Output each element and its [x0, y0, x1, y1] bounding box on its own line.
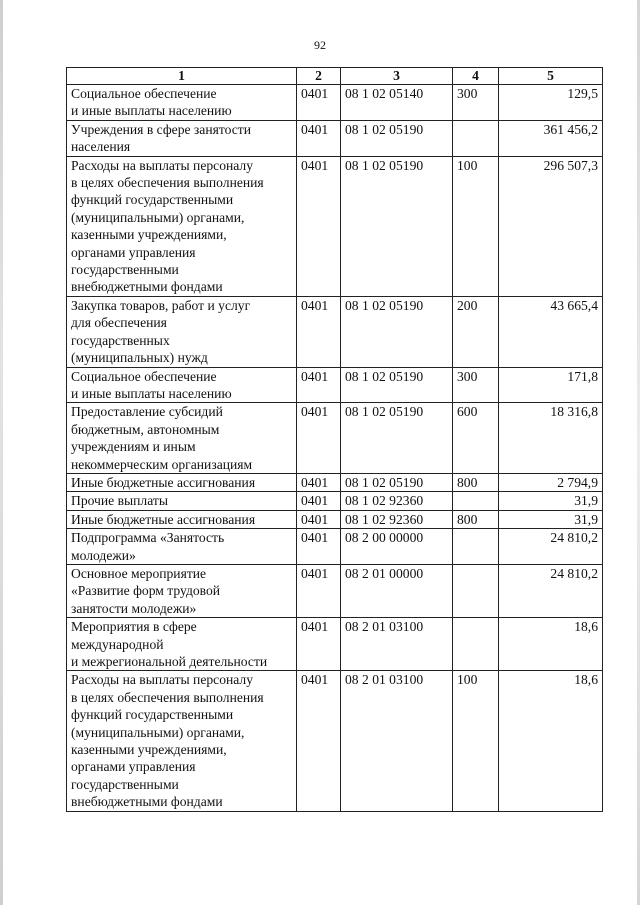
- row-expense-type: 200: [453, 296, 499, 367]
- row-name: Основное мероприятие «Развитие форм трудовой занятости молодежи»: [67, 564, 297, 617]
- row-amount: 129,5: [499, 85, 603, 121]
- row-amount: 361 456,2: [499, 120, 603, 156]
- row-expense-type: 800: [453, 510, 499, 528]
- row-target-code: 08 2 01 03100: [341, 671, 453, 811]
- row-expense-type: 800: [453, 473, 499, 491]
- row-target-code: 08 2 01 00000: [341, 564, 453, 617]
- header-col-2: 2: [297, 68, 341, 85]
- row-expense-type: 300: [453, 85, 499, 121]
- row-amount: 18 316,8: [499, 403, 603, 474]
- table-row: [67, 671, 603, 811]
- row-target-code: 08 1 02 05190: [341, 156, 453, 296]
- row-amount: 171,8: [499, 367, 603, 403]
- row-name: Социальное обеспечение и иные выплаты населению: [67, 367, 297, 403]
- table-row: [67, 618, 603, 671]
- row-name: Закупка товаров, работ и услуг для обеспечения государственных (муниципальных) нужд: [67, 296, 297, 367]
- row-section-code: 0401: [297, 564, 341, 617]
- row-section-code: 0401: [297, 618, 341, 671]
- table-row: [67, 120, 603, 156]
- scan-edge-left: [0, 0, 3, 905]
- row-section-code: 0401: [297, 510, 341, 528]
- table-row: [67, 510, 603, 528]
- header-col-3: 3: [341, 68, 453, 85]
- row-expense-type: [453, 618, 499, 671]
- row-name: Социальное обеспечение и иные выплаты населению: [67, 85, 297, 121]
- row-target-code: 08 1 02 05190: [341, 473, 453, 491]
- row-target-code: 08 1 02 05190: [341, 403, 453, 474]
- table-row: [67, 85, 603, 121]
- header-col-4: 4: [453, 68, 499, 85]
- row-target-code: 08 1 02 05190: [341, 120, 453, 156]
- row-expense-type: [453, 564, 499, 617]
- row-section-code: 0401: [297, 492, 341, 510]
- budget-table: [66, 67, 603, 812]
- row-amount: 24 810,2: [499, 564, 603, 617]
- table-header-row: [67, 68, 603, 85]
- row-expense-type: [453, 492, 499, 510]
- row-section-code: 0401: [297, 671, 341, 811]
- row-name: Предоставление субсидий бюджетным, автономным учреждениям и иным некоммерческим организациям: [67, 403, 297, 474]
- table-row: [67, 473, 603, 491]
- row-target-code: 08 1 02 92360: [341, 510, 453, 528]
- row-section-code: 0401: [297, 156, 341, 296]
- row-name: Подпрограмма «Занятость молодежи»: [67, 529, 297, 565]
- table-row: [67, 296, 603, 367]
- table-row: [67, 403, 603, 474]
- row-target-code: 08 1 02 92360: [341, 492, 453, 510]
- row-amount: 18,6: [499, 618, 603, 671]
- row-target-code: 08 1 02 05190: [341, 296, 453, 367]
- row-name: Прочие выплаты: [67, 492, 297, 510]
- row-expense-type: 600: [453, 403, 499, 474]
- row-section-code: 0401: [297, 85, 341, 121]
- row-name: Расходы на выплаты персоналу в целях обеспечения выполнения функций государственными (муниципальными) органами, казенными учреждениями, органами управления государственными внебюджетными фондами: [67, 671, 297, 811]
- row-name: Мероприятия в сфере международной и межрегиональной деятельности: [67, 618, 297, 671]
- row-section-code: 0401: [297, 473, 341, 491]
- table-row: [67, 367, 603, 403]
- row-name: Учреждения в сфере занятости населения: [67, 120, 297, 156]
- table-row: [67, 492, 603, 510]
- row-section-code: 0401: [297, 120, 341, 156]
- row-amount: 2 794,9: [499, 473, 603, 491]
- row-section-code: 0401: [297, 529, 341, 565]
- row-section-code: 0401: [297, 367, 341, 403]
- table-row: [67, 529, 603, 565]
- row-amount: 31,9: [499, 492, 603, 510]
- row-expense-type: [453, 120, 499, 156]
- row-target-code: 08 1 02 05140: [341, 85, 453, 121]
- header-col-5: 5: [499, 68, 603, 85]
- row-name: Иные бюджетные ассигнования: [67, 510, 297, 528]
- row-amount: 31,9: [499, 510, 603, 528]
- table-row: [67, 156, 603, 296]
- row-amount: 18,6: [499, 671, 603, 811]
- row-amount: 43 665,4: [499, 296, 603, 367]
- row-name: Расходы на выплаты персоналу в целях обеспечения выполнения функций государственными (муниципальными) органами, казенными учреждениями, органами управления государственными внебюджетными фондами: [67, 156, 297, 296]
- row-expense-type: 100: [453, 156, 499, 296]
- page-number: 92: [314, 38, 326, 52]
- row-expense-type: [453, 529, 499, 565]
- row-section-code: 0401: [297, 296, 341, 367]
- row-target-code: 08 1 02 05190: [341, 367, 453, 403]
- row-name: Иные бюджетные ассигнования: [67, 473, 297, 491]
- row-amount: 296 507,3: [499, 156, 603, 296]
- row-amount: 24 810,2: [499, 529, 603, 565]
- header-col-1: 1: [67, 68, 297, 85]
- row-target-code: 08 2 01 03100: [341, 618, 453, 671]
- row-expense-type: 100: [453, 671, 499, 811]
- row-section-code: 0401: [297, 403, 341, 474]
- row-expense-type: 300: [453, 367, 499, 403]
- table-body: [67, 85, 603, 812]
- table-row: [67, 564, 603, 617]
- row-target-code: 08 2 00 00000: [341, 529, 453, 565]
